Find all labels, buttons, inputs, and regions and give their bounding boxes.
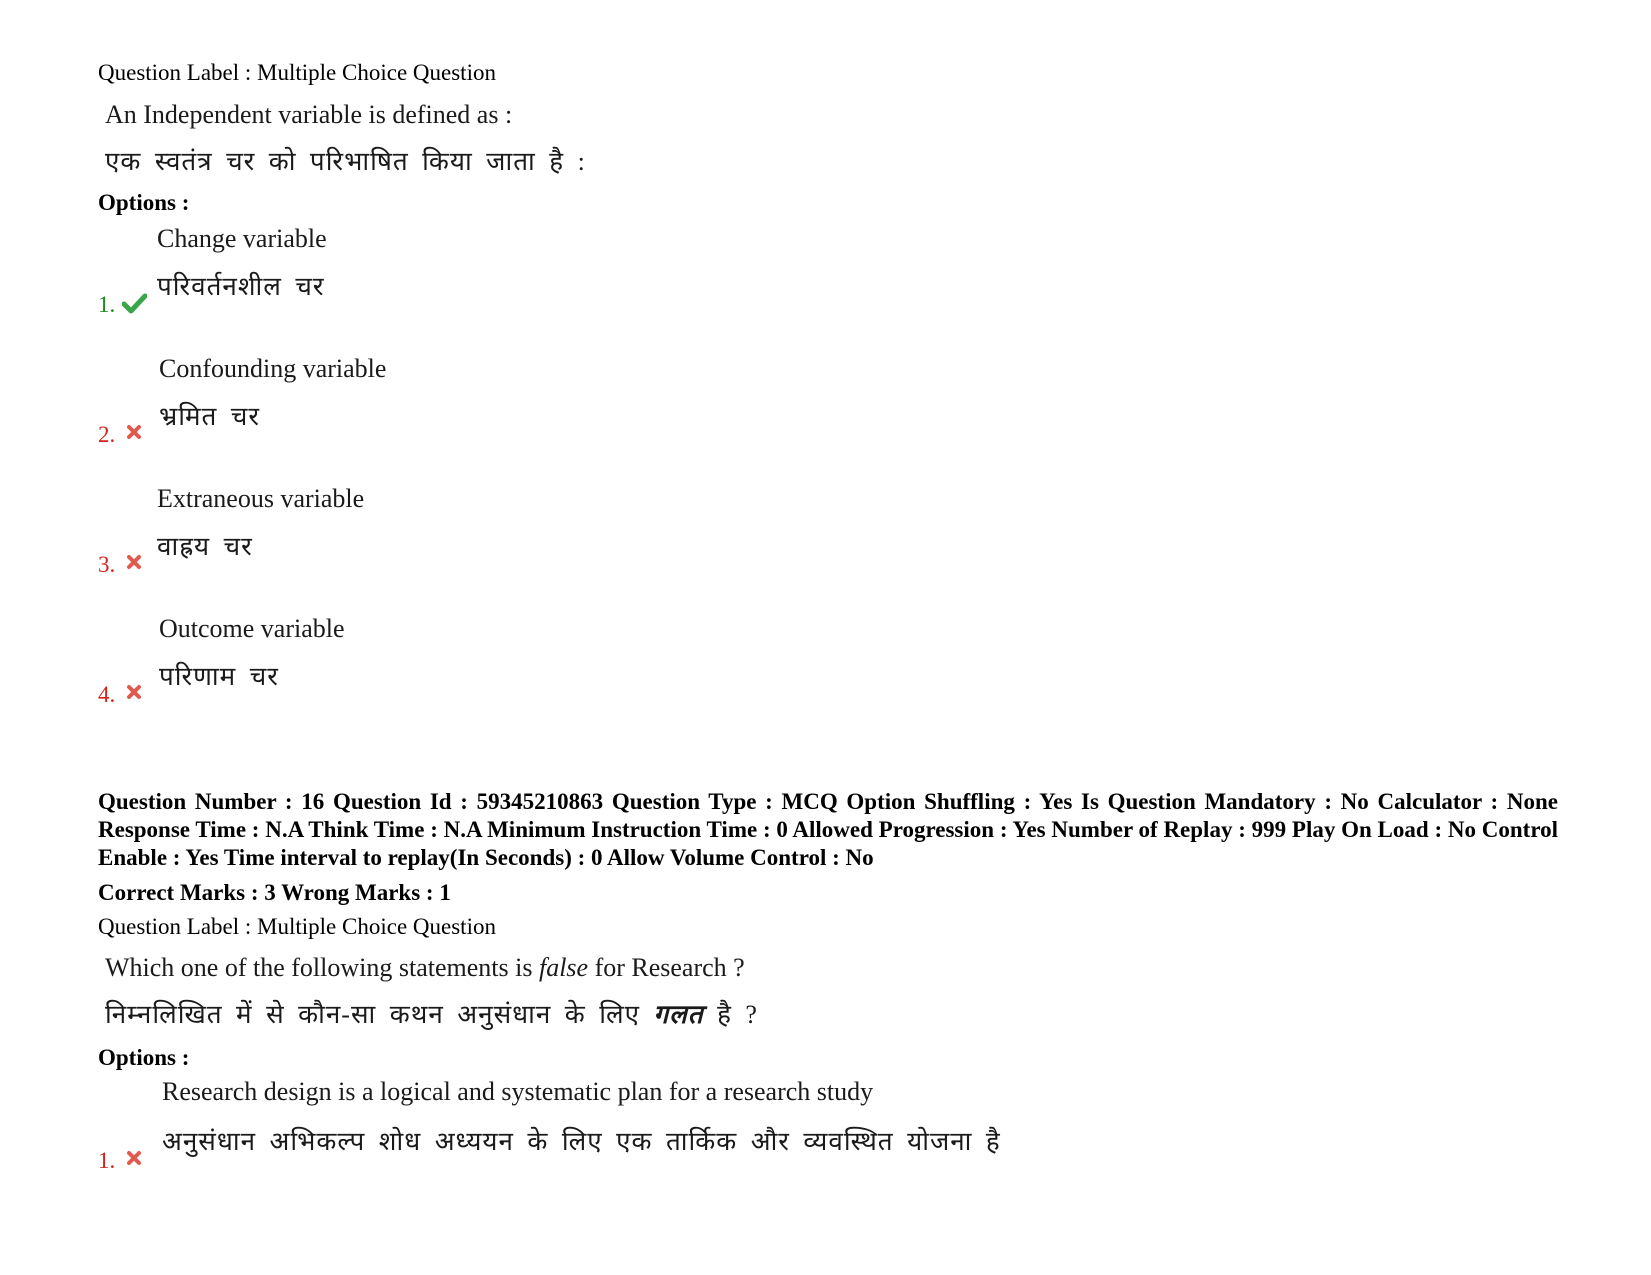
option-text-hindi: परिणाम चर xyxy=(159,662,279,691)
options-heading: Options : xyxy=(98,1045,190,1070)
question-label: Question Label : Multiple Choice Question xyxy=(98,914,496,939)
question-emphasis: false xyxy=(538,953,589,982)
question-metadata: Question Number : 16 Question Id : 59345210863 Question Type : MCQ Option Shuffling : Yes Is Question Mandatory : No Calculator : None Response Time : N.A Think Time : N.A Minimum Instruction Time : 0 Allowed Progression : Yes Number of Replay : 999 Play On Load : No Control Enable : Yes Time interval to replay(In Seconds) : 0 Allow Volume Control : No xyxy=(98,789,1558,870)
option-number: 1. xyxy=(98,1148,116,1173)
options-heading: Options : xyxy=(98,190,190,215)
option-text-english: Change variable xyxy=(157,224,327,253)
option-text-english: Research design is a logical and systematic plan for a research study xyxy=(162,1077,874,1106)
option-text-hindi: परिवर्तनशील चर xyxy=(157,272,325,301)
correct-check-icon xyxy=(122,292,147,314)
wrong-cross-icon xyxy=(126,684,142,700)
question-text-part: है ? xyxy=(703,1000,758,1029)
option-text-english: Outcome variable xyxy=(159,614,345,643)
question-text-hindi xyxy=(105,995,758,1031)
option-number: 3. xyxy=(98,552,116,577)
option-text-english: Extraneous variable xyxy=(157,484,365,513)
option-text-hindi: अनुसंधान अभिकल्प शोध अध्ययन के लिए एक तार्किक और व्यवस्थित योजना है xyxy=(162,1127,1001,1156)
question-text-part: for Research ? xyxy=(588,953,745,982)
option-number: 2. xyxy=(98,422,116,447)
wrong-cross-icon xyxy=(126,424,142,440)
question-text-part: निम्नलिखित में से कौन-सा कथन अनुसंधान के लिए xyxy=(105,1000,654,1029)
marks-info: Correct Marks : 3 Wrong Marks : 1 xyxy=(98,880,451,905)
question-text-hindi: एक स्वतंत्र चर को परिभाषित किया जाता है : xyxy=(105,147,586,176)
question-text-english xyxy=(105,953,745,983)
question-text-part: Which one of the following statements is xyxy=(105,953,539,982)
question-text-english: An Independent variable is defined as : xyxy=(105,100,513,129)
option-text-hindi: वाह्रय चर xyxy=(157,532,253,561)
option-number: 4. xyxy=(98,682,116,707)
option-text-hindi: भ्रमित चर xyxy=(159,402,261,431)
option-number: 1. xyxy=(98,292,116,317)
wrong-cross-icon xyxy=(126,1150,142,1166)
question-label: Question Label : Multiple Choice Question xyxy=(98,60,496,85)
option-text-english: Confounding variable xyxy=(159,354,387,383)
question-emphasis: गलत xyxy=(653,1000,704,1029)
wrong-cross-icon xyxy=(126,554,142,570)
